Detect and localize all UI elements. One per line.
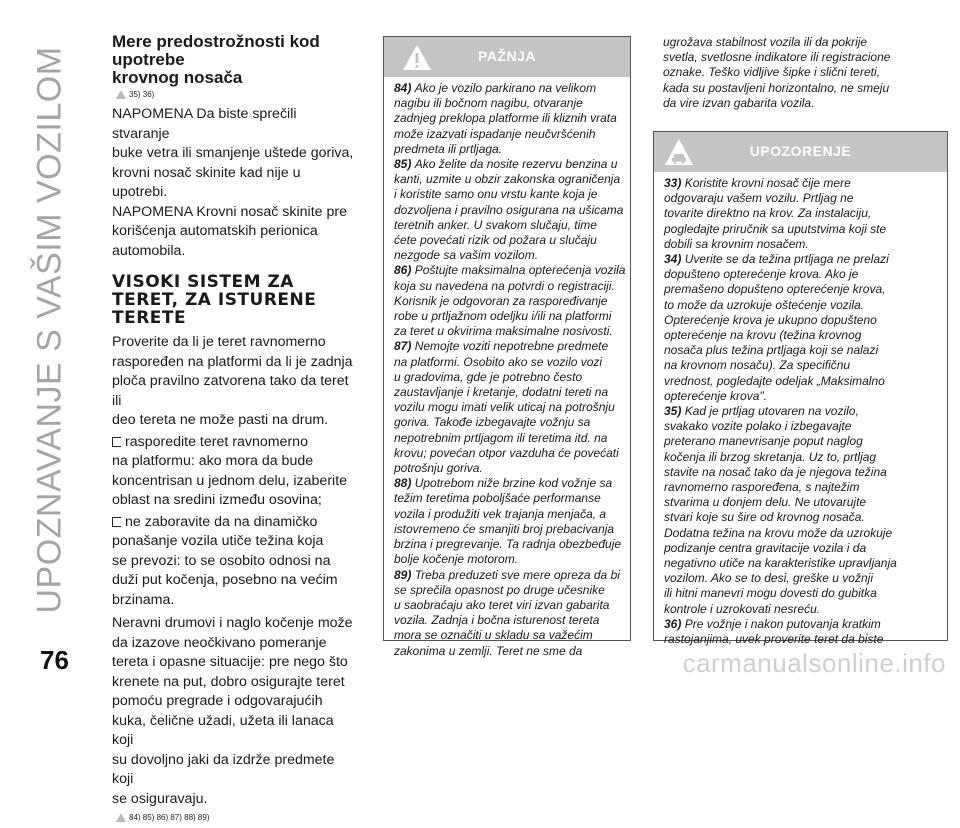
note-number: 87) xyxy=(394,339,415,354)
text-line: može izazvati ispadanje neučvršćenih xyxy=(394,126,596,141)
text-line: ugrožava stabilnost vozila ili da pokrije xyxy=(663,35,868,49)
text-line: pomoću pregrade i odgovarajućih xyxy=(112,693,323,709)
text-line: preterano manevrisanje poput naglog xyxy=(664,434,863,449)
text-line: brzina i pregrevanje. Ta radnja obezbeđuje xyxy=(394,537,622,552)
text-line: na krovnom nosaču). Za specifičnu xyxy=(664,358,851,373)
caution-title: PAŽNJA xyxy=(478,48,536,64)
text-line: NAPOMENA Krovni nosač skinite pre xyxy=(112,203,347,220)
text-line: to može da uzrokuje oštećenje vozila. xyxy=(664,297,865,312)
text-line: automobila. xyxy=(112,242,186,259)
text-line: 33) Koristite krovni nosač čije mere xyxy=(664,176,851,190)
text-line: kanti, uzmite u obzir zakonska ograničenja xyxy=(394,172,621,187)
warning-triangle-icon xyxy=(116,813,126,822)
text-line: premašeno dopušteno opterećenje krova, xyxy=(664,282,886,297)
text-line: odgovaraju vašem vozilu. Prtljag ne xyxy=(664,191,854,206)
section-sidebar-tab: UPOZNAVANJE S VAŠIM VOZILOM xyxy=(30,46,69,614)
note-paragraph xyxy=(112,105,356,261)
text-line: vozilom. Ako se to desi, greške u vožnji xyxy=(664,571,873,586)
text-line: kada su postavljeni horizontalno, ne smeju xyxy=(663,80,890,95)
text-line: su dovoljno jaki da izdrže predmete koji xyxy=(112,751,335,787)
text-line: rasporedite teret ravnomerno xyxy=(112,433,356,453)
left-column xyxy=(112,33,356,828)
text-line: opterećenje krova". xyxy=(664,388,767,403)
text-line: negativno utiče na karakteristike upravljanja xyxy=(664,556,897,571)
text-line: vozila. Zadnja i bočna isturenost tereta xyxy=(394,613,600,628)
text-line: stvarima u donjem delu. Ne utovarujte xyxy=(664,495,867,510)
text-line: krovu; povećan otpor vazduha će povećati xyxy=(394,445,619,460)
bullet-bracket-icon xyxy=(112,517,121,527)
text-line: ne zaboravite da na dinamičko xyxy=(112,513,356,533)
note-item xyxy=(664,176,943,252)
subheading-line: Mere predostrožnosti kod upotrebe xyxy=(112,32,320,69)
text-line: 87) Nemojte voziti nepotrebne predmete xyxy=(394,339,609,354)
text-line: raspoređen na platformi da li je zadnja xyxy=(112,353,353,370)
note-item xyxy=(664,252,943,404)
bullet-item xyxy=(112,433,356,511)
text-line: VISOKI SISTEM ZA xyxy=(112,272,294,292)
caution-box xyxy=(383,36,631,658)
text-line: pogledajte priručnik sa uputstvima koji ste xyxy=(664,221,887,236)
text-line: mora se označiti u skladu sa važećim xyxy=(394,628,593,643)
text-line: u gradovima, gde je potrebno često xyxy=(394,369,583,384)
note-number: 36) xyxy=(664,616,685,631)
note-item xyxy=(394,476,626,567)
text-line: nepotrebnim prtljagom ili teretima itd. na xyxy=(394,430,608,445)
text-line: 36) Pre vožnje i nakon putovanja kratkim xyxy=(664,616,881,631)
bullet-item xyxy=(112,513,356,611)
text-line: nosača plus težina prtljaga koji se nalazi xyxy=(664,343,879,358)
text-line: kontrole i uzrokovati nesreću. xyxy=(664,601,821,616)
text-line: kuka, čelične užadi, užeta ili lanaca koji xyxy=(112,712,334,748)
text-line: opterećenje na krovu (težina krovnog xyxy=(664,328,862,343)
text-line: da vire izvan gabarita vozila. xyxy=(663,95,815,110)
bullet-bracket-icon xyxy=(112,437,121,447)
text-line: dopušteno opterećenje krova. Ako je xyxy=(664,267,859,282)
text-line: vozilu mogu imati velik uticaj na potrošnju xyxy=(394,400,615,415)
text-line: tereta i opasne situacije: pre nego što xyxy=(112,654,348,670)
text-line: svetla, svetlosne indikatore ili registracione xyxy=(663,50,891,65)
warning-title: UPOZORENJE xyxy=(749,143,852,159)
section-heading xyxy=(112,273,356,327)
note-number: 34) xyxy=(664,252,685,267)
text-line: oblast na sredini između osovina; xyxy=(112,492,322,508)
text-line: svakako vozite polako i izbegavajte xyxy=(664,419,852,434)
note-item xyxy=(394,263,626,339)
text-line: vrednost, pogledajte odeljak „Maksimalno xyxy=(664,373,885,388)
text-line: težim teretima poboljšaće performanse xyxy=(394,491,601,506)
text-line: na platformi. Osobito ako se vozilo vozi xyxy=(394,354,603,369)
text-line: koncentrisan u jednom delu, izaberite xyxy=(112,472,348,489)
refs-text: 35) 36) xyxy=(129,90,155,99)
text-line: brzinama. xyxy=(112,591,175,608)
note-number: 35) xyxy=(664,404,685,419)
note-item xyxy=(394,339,626,476)
text-line: ćete povećati rizik od požara u slučaju xyxy=(394,233,597,248)
text-line: u saobraćaju ako teret viri izvan gabarita xyxy=(394,597,610,612)
text-line: Proverite da li je teret ravnomerno xyxy=(112,334,326,350)
text-line: 84) Ako je vozilo parkirano na velikom xyxy=(394,81,597,95)
text-line: za teret u okvirima maksimalne nosivosti. xyxy=(394,324,613,339)
text-line: korišćenja automatskih perionica xyxy=(112,223,318,239)
text-line: robe u prtljažnom odeljku i/ili na platformi xyxy=(394,309,612,324)
text-line: zakonima u zemlji. Teret ne sme da xyxy=(394,643,583,658)
text-line: Opterećenje krova je ukupno dopušteno xyxy=(664,312,877,327)
body-paragraph xyxy=(112,614,356,809)
text-line: 86) Poštujte maksimalna opterećenja vozila xyxy=(394,263,626,278)
note-number: 85) xyxy=(394,157,415,172)
note-item xyxy=(664,617,943,647)
text-line: tovarite direktno na krov. Za instalaciju, xyxy=(664,206,872,221)
text-line: potrošnju goriva. xyxy=(394,461,483,476)
text-line: TERET, ZA ISTURENE xyxy=(112,290,317,310)
text-line: goriva. Takođe izbegavajte vožnju sa xyxy=(394,415,591,430)
note-item xyxy=(664,404,943,617)
text-line: ponašanje vozila utiče težina koja xyxy=(112,533,324,549)
text-line: krovni nosač skinite kad nije u upotrebi. xyxy=(112,164,301,200)
text-line: na platformu: ako mora da bude xyxy=(112,453,314,469)
text-line: teretnih anker. U svakom slučaju, time xyxy=(394,217,597,232)
text-line: deo tereta ne može pasti na drum. xyxy=(112,412,329,428)
site-watermark: carmanualsonline.info xyxy=(682,648,946,678)
text-line: NAPOMENA Da biste sprečili stvaranje xyxy=(112,106,297,142)
text-line: podizanje centra gravitacije vozila i da xyxy=(664,540,867,555)
continued-text xyxy=(663,35,949,111)
text-line: Dodatna težina na krovu može da uzrokuje xyxy=(664,525,893,540)
intro-paragraph xyxy=(112,333,356,431)
text-line: duži put kočenja, posebno na većim xyxy=(112,572,338,588)
note-item xyxy=(394,157,626,263)
text-line: se prevozi: to se osobito odnosi na xyxy=(112,552,331,569)
warning-refs-top xyxy=(116,90,356,99)
text-line: 34) Uverite se da težina prtljaga ne prelazi xyxy=(664,252,889,267)
note-number: 89) xyxy=(394,567,415,582)
text-line: ili hitni manevri mogu dovesti do gubitka xyxy=(664,586,877,601)
note-number: 86) xyxy=(394,263,415,278)
warning-refs-bottom xyxy=(116,813,356,822)
text-line: Korisnik je odgovoran za raspoređivanje xyxy=(394,293,608,308)
text-line: kočenja ili brzog skretanja. Uz to, prtljag xyxy=(664,449,877,464)
text-line: vozila i produžiti vek trajanja menjača, a xyxy=(394,506,607,521)
text-line: 85) Ako želite da nosite rezervu benzina u xyxy=(394,157,618,172)
text-line: predmeta ili prtljaga. xyxy=(394,141,503,156)
text-line: ploča pravilno zatvorena tako da teret ili xyxy=(112,373,349,409)
caution-items xyxy=(394,81,626,659)
warning-triangle-icon xyxy=(116,90,126,99)
text-line: stavite na nosač tako da je njegova težina xyxy=(664,464,887,479)
text-line: se osiguravaju. xyxy=(112,790,208,807)
subheading-line: krovnog nosača xyxy=(112,68,243,87)
text-line: se sprečila opasnost po druge učesnike xyxy=(394,582,605,597)
text-line: TERETE xyxy=(112,308,187,328)
subheading xyxy=(112,33,356,87)
text-line: rastojanjima, uvek proverite teret da biste xyxy=(664,632,884,647)
text-line: stvari koje su šire od krovnog nosača. xyxy=(664,510,865,525)
text-line: 35) Kad je prtljag utovaren na vozilo, xyxy=(664,404,859,419)
text-line: Neravni drumovi i naglo kočenje može xyxy=(112,615,353,631)
text-line: nezgode sa vašim vozilom. xyxy=(394,248,539,263)
text-line: koja su navedena na potvrdi o registraciji. xyxy=(394,278,615,293)
text-line: zaustavljanje i kretanje, dodatni tereti na xyxy=(394,385,609,400)
caution-box-header xyxy=(384,37,630,77)
warning-items xyxy=(664,176,943,647)
text-line: buke vetra ili smanjenje uštede goriva, xyxy=(112,145,354,161)
note-item xyxy=(394,81,626,157)
text-line: bolje kočenje motorom. xyxy=(394,552,519,567)
page-number: 76 xyxy=(40,645,69,675)
text-line: zadnjeg preklopa platforme ili kliznih vrata xyxy=(394,111,617,126)
text-line: dozvoljena i pravilno osigurana na ušicama xyxy=(394,202,624,217)
text-line: ravnomerno raspoređena, s najtežim xyxy=(664,480,860,495)
text-line: 88) Upotrebom niže brzine kod vožnje sa xyxy=(394,476,613,491)
note-number: 88) xyxy=(394,476,415,491)
text-line: i koristite samo onu vrstu kante koja je xyxy=(394,187,598,202)
text-line: krenete na put, dobro osigurajte teret xyxy=(112,673,345,690)
text-line: nagibu ili bočnom nagibu, otvaranje xyxy=(394,96,583,111)
warning-box xyxy=(653,131,948,647)
refs-text: 84) 85) 86) 87) 88) 89) xyxy=(129,813,210,822)
note-item xyxy=(394,568,626,659)
text-line: istovremeno će smanjiti broj prebacivanja xyxy=(394,521,615,536)
text-line: oznake. Teško vidljive šipke i slični tereti, xyxy=(663,65,880,80)
note-number: 33) xyxy=(664,176,685,190)
text-line: 89) Treba preduzeti sve mere opreza da bi xyxy=(394,567,620,582)
text-line: da izazove neočkivano pomeranje xyxy=(112,634,327,651)
text-line: dobili sa krovnim nosačem. xyxy=(664,236,809,251)
note-number: 84) xyxy=(394,81,415,95)
warning-box-header xyxy=(654,132,947,172)
